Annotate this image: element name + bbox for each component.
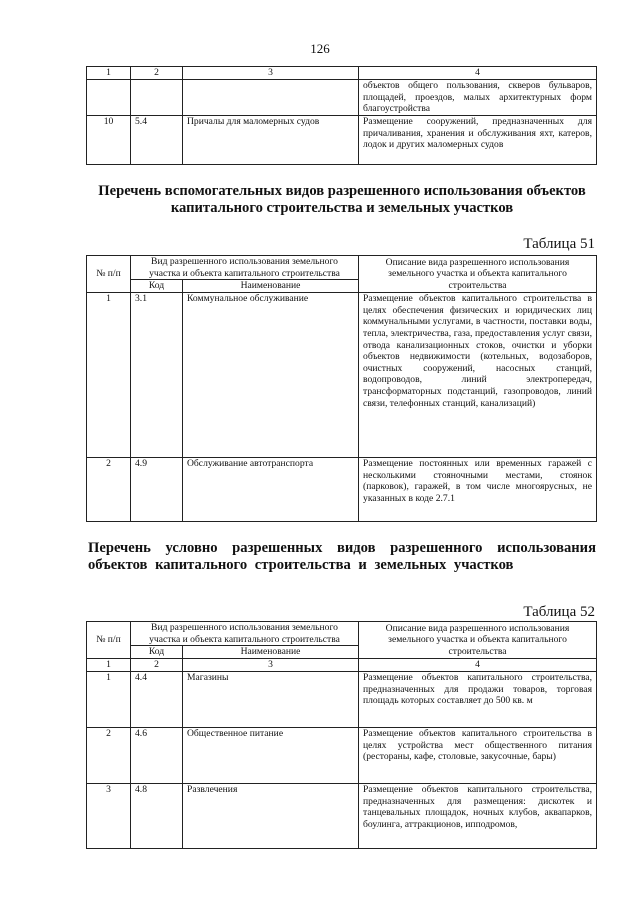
header-num-3: 3: [183, 659, 359, 672]
header-num-2: 2: [131, 659, 183, 672]
section-heading-conditional: Перечень условно разрешенных видов разрешенного использования объектов капитального строительства и земельных участков: [88, 540, 596, 573]
header-num: № п/п: [87, 256, 131, 293]
row-name: Коммунальное обслуживание: [183, 293, 359, 458]
row-number: 1: [87, 672, 131, 728]
table-row: [87, 116, 597, 165]
row-name: Магазины: [183, 672, 359, 728]
header-description: Описание вида разрешенного использования земельного участка и объекта капитального строительства: [359, 256, 597, 293]
header-name: Наименование: [183, 646, 359, 659]
continued-table: [86, 66, 597, 165]
header-code: Код: [131, 280, 183, 293]
row-code: 4.4: [131, 672, 183, 728]
row-name: [183, 80, 359, 116]
row-name: Развлечения: [183, 784, 359, 849]
table-header-numbers: [87, 659, 597, 672]
row-number: [87, 80, 131, 116]
row-description: Размещение объектов капитального строительства, предназначенных для размещения: дискотек и танцевальных площадок, ночных клубов, аквапарков, боулинга, аттракционов, ипподромов,: [359, 784, 597, 849]
table-51: [86, 255, 597, 522]
row-code: 4.9: [131, 458, 183, 522]
row-description: объектов общего пользования, скверов бульваров, площадей, проездов, малых архитектурных форм благоустройства: [359, 80, 597, 116]
row-description: Размещение объектов капитального строительства в целях обеспечения физических и юридических лиц коммунальными услугами, в частности, поставки воды, тепла, электричества, газа, предоставления услуг связи, отвода канализационных стоков, очистки и уборки объектов недвижимости (котельных, водозаборов, очистных сооружений, насосных станций, водопроводов, линий электропередач, трансформаторных подстанций, газопроводов, линий связи, телефонных станций, канализаций): [359, 293, 597, 458]
table-row: [87, 293, 597, 458]
header-description: Описание вида разрешенного использования земельного участка и объекта капитального строительства: [359, 622, 597, 659]
row-description: Размещение сооружений, предназначенных для причаливания, хранения и обслуживания яхт, катеров, лодок и других маломерных судов: [359, 116, 597, 165]
row-code: 5.4: [131, 116, 183, 165]
header-num: № п/п: [87, 622, 131, 659]
row-description: Размещение объектов капитального строительства в целях устройства мест общественного питания (рестораны, кафе, столовые, закусочные, бары): [359, 728, 597, 784]
row-code: 3.1: [131, 293, 183, 458]
header-num-2: 2: [131, 67, 183, 80]
table-caption-51: Таблица 51: [523, 236, 595, 252]
row-number: 1: [87, 293, 131, 458]
row-name: Общественное питание: [183, 728, 359, 784]
header-num-3: 3: [183, 67, 359, 80]
row-description: Размещение постоянных или временных гаражей с несколькими стояночными местами, стоянок (парковок), гаражей, в том числе многоярусных, не указанных в коде 2.7.1: [359, 458, 597, 522]
row-code: 4.8: [131, 784, 183, 849]
header-num-1: 1: [87, 659, 131, 672]
row-name: Причалы для маломерных судов: [183, 116, 359, 165]
page-number: 126: [310, 41, 330, 56]
table-row: [87, 672, 597, 728]
header-code: Код: [131, 646, 183, 659]
row-description: Размещение объектов капитального строительства, предназначенных для продажи товаров, торговая площадь которых составляет до 500 кв. м: [359, 672, 597, 728]
table-row: [87, 458, 597, 522]
table-row: [87, 728, 597, 784]
row-code: [131, 80, 183, 116]
table-header: [87, 622, 597, 646]
row-name: Обслуживание автотранспорта: [183, 458, 359, 522]
table-row: [87, 784, 597, 849]
table-caption-52: Таблица 52: [523, 604, 595, 620]
row-number: 3: [87, 784, 131, 849]
header-num-1: 1: [87, 67, 131, 80]
row-number: 10: [87, 116, 131, 165]
header-use-kind: Вид разрешенного использования земельного участка и объекта капитального строительства: [131, 256, 359, 280]
row-number: 2: [87, 458, 131, 522]
section-heading-auxiliary: Перечень вспомогательных видов разрешенного использования объектов капитального строительства и земельных участков: [98, 183, 586, 216]
header-name: Наименование: [183, 280, 359, 293]
table-row: [87, 80, 597, 116]
table-header-numbers: [87, 67, 597, 80]
header-num-4: 4: [359, 67, 597, 80]
header-use-kind: Вид разрешенного использования земельного участка и объекта капитального строительства: [131, 622, 359, 646]
table-header: [87, 256, 597, 280]
header-num-4: 4: [359, 659, 597, 672]
row-code: 4.6: [131, 728, 183, 784]
table-52: [86, 621, 597, 849]
row-number: 2: [87, 728, 131, 784]
